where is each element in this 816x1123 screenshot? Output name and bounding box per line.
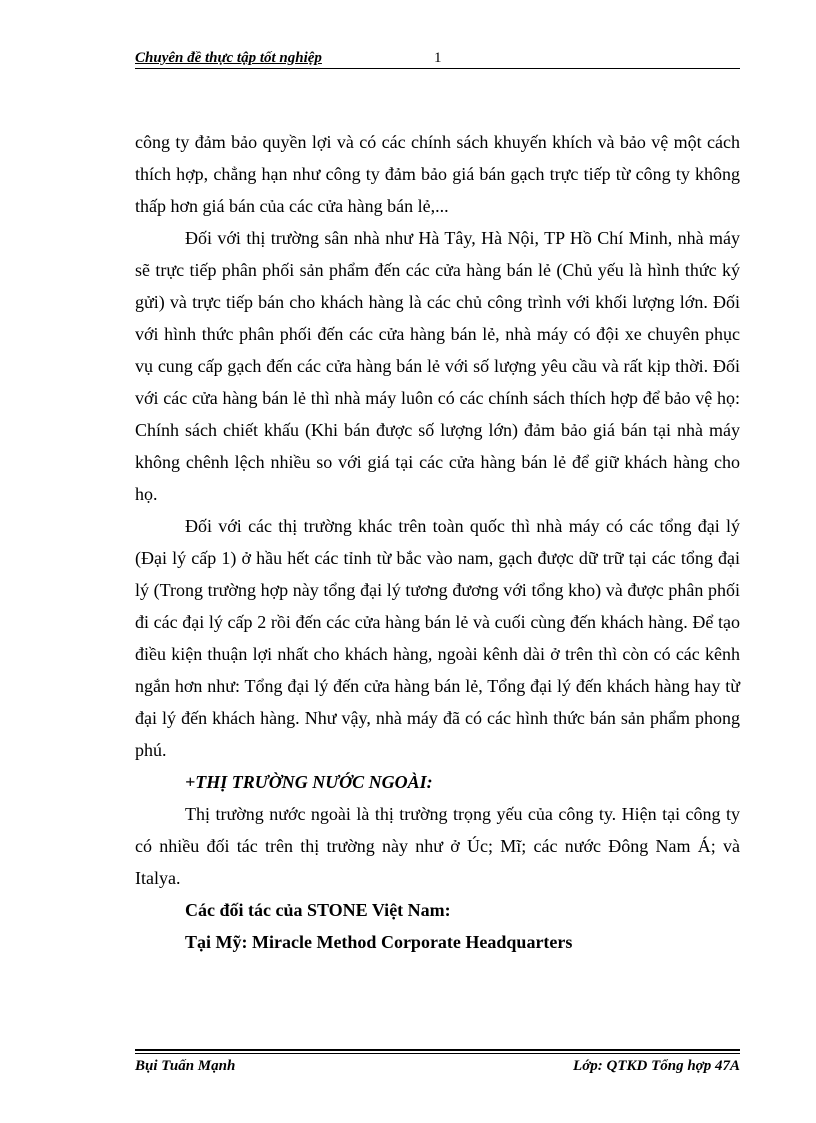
document-body: [135, 126, 740, 958]
paragraph-nationwide-market: Đối với các thị trường khác trên toàn quốc thì nhà máy có các tổng đại lý (Đại lý cấp 1) ở hầu hết các tỉnh từ bắc vào nam, gạch được dữ trữ tại các tổng đại lý (Trong trường hợp này tổng đại lý tương đương với tổng kho) và được phân phối đi các đại lý cấp 2 rồi đến các cửa hàng bán lẻ và cuối cùng đến khách hàng. Để tạo điều kiện thuận lợi nhất cho khách hàng, ngoài kênh dài ở trên thì còn có các kênh ngắn hơn như: Tổng đại lý đến cửa hàng bán lẻ, Tổng đại lý đến khách hàng hay từ đại lý đến khách hàng. Như vậy, nhà máy đã có các hình thức bán sản phẩm phong phú.: [135, 516, 740, 760]
footer-author: Bụi Tuấn Mạnh: [135, 1058, 236, 1074]
footer-class: Lớp: QTKD Tổng hợp 47A: [573, 1058, 740, 1074]
page-number: 1: [434, 50, 442, 66]
page-header: [135, 48, 740, 72]
header-divider: [135, 68, 740, 69]
paragraph-domestic-market: Đối với thị trường sân nhà như Hà Tây, Hà Nội, TP Hồ Chí Minh, nhà máy sẽ trực tiếp phân phối sản phẩm đến các cửa hàng bán lẻ (Chủ yếu là hình thức ký gửi) và trực tiếp bán cho khách hàng là các chủ công trình với khối lượng lớn. Đối với hình thức phân phối đến các cửa hàng bán lẻ, nhà máy có đội xe chuyên phục vụ cung cấp gạch đến các cửa hàng bán lẻ với số lượng yêu cầu và rất kịp thời. Đối với các cửa hàng bán lẻ thì nhà máy luôn có các chính sách thích hợp để bảo vệ họ: Chính sách chiết khấu (Khi bán được số lượng lớn) đảm bảo giá bán tại nhà máy không chênh lệch nhiều so với giá tại các cửa hàng bán lẻ để giữ khách hàng cho họ.: [135, 228, 740, 504]
section-heading-foreign-market: +THỊ TRƯỜNG NƯỚC NGOÀI:: [185, 772, 433, 792]
paragraph-foreign-market: Thị trường nước ngoài là thị trường trọng yếu của công ty. Hiện tại công ty có nhiều đối tác trên thị trường này như ở Úc; Mĩ; các nước Đông Nam Á; và Italya.: [135, 804, 740, 888]
page-footer: [135, 1049, 740, 1079]
footer-divider-thin: [135, 1053, 740, 1054]
partners-heading: Các đối tác của STONE Việt Nam:: [185, 900, 451, 920]
paragraph-continuation: công ty đảm bảo quyền lợi và có các chính sách khuyến khích và bảo vệ một cách thích hợp, chẳng hạn như công ty đảm bảo giá bán gạch trực tiếp từ công ty không thấp hơn giá bán của các cửa hàng bán lẻ,...: [135, 132, 740, 216]
header-title: Chuyên đề thực tập tốt nghiệp: [135, 50, 322, 66]
partner-us: Tại Mỹ: Miracle Method Corporate Headquarters: [185, 932, 573, 952]
footer-divider-thick: [135, 1049, 740, 1051]
